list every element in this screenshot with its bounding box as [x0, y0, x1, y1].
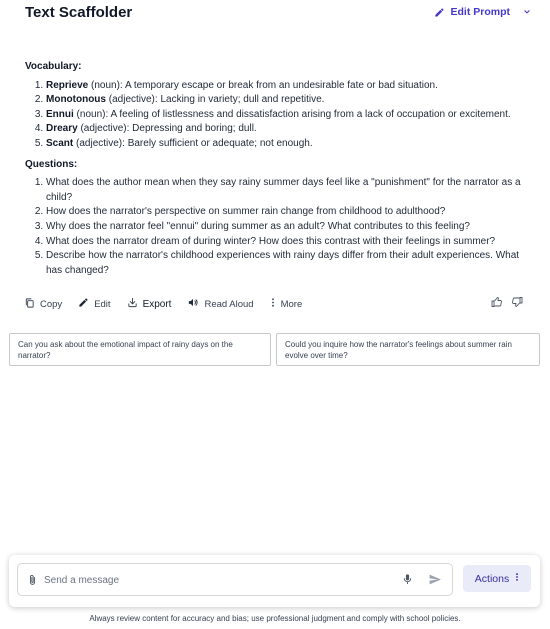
- questions-list: [25, 176, 530, 278]
- list-item: 3. Why does the narrator feel "ennui" during summer as an adult? What contributes to this feeling?: [46, 220, 530, 235]
- edit-prompt-label: Edit Prompt: [450, 6, 510, 18]
- header: [0, 0, 550, 28]
- questions-heading: Questions:: [25, 158, 78, 170]
- page-title: Text Scaffolder: [25, 4, 133, 21]
- list-item: [46, 93, 530, 108]
- thumbs-up-icon[interactable]: [491, 296, 503, 311]
- paperclip-icon[interactable]: [27, 573, 38, 592]
- read-aloud-button[interactable]: [187, 297, 253, 311]
- vocab-term: Ennui: [46, 108, 74, 120]
- actions-label: Actions: [474, 572, 510, 585]
- thumbs-down-icon[interactable]: [511, 296, 523, 311]
- download-icon: [127, 297, 138, 311]
- list-item: 4. What does the narrator dream of during winter? How does this contrast with their feelings in summer?: [46, 235, 530, 250]
- vocab-definition: (noun): A temporary escape or break from an undesirable fate or bad situation.: [88, 79, 438, 91]
- more-button[interactable]: [270, 297, 303, 311]
- feedback-buttons: [491, 296, 523, 311]
- vocab-definition: (noun): A feeling of listlessness and dissatisfaction arising from a lack of occupation or excitement.: [73, 108, 511, 120]
- copy-button[interactable]: [24, 297, 62, 312]
- edit-button[interactable]: [78, 297, 110, 311]
- response-actions: [24, 296, 527, 312]
- list-item: [46, 79, 530, 94]
- vocab-term: Reprieve: [46, 79, 89, 91]
- copy-icon: [24, 297, 35, 312]
- actions-button[interactable]: [463, 565, 531, 592]
- speaker-icon: [187, 297, 199, 311]
- suggestion-chip[interactable]: Could you inquire how the narrator's feelings about summer rain evolve over time?: [276, 333, 540, 366]
- disclaimer-text: Always review content for accuracy and bias; use professional judgment and comply with school policies.: [89, 614, 461, 623]
- more-vertical-icon: [515, 572, 519, 585]
- export-button[interactable]: [127, 297, 172, 311]
- vocab-term: Scant: [46, 137, 74, 149]
- vocabulary-list: [25, 79, 530, 152]
- list-item: [46, 122, 530, 137]
- pencil-icon: [434, 7, 445, 18]
- list-item: [46, 137, 530, 152]
- suggested-prompts: [9, 333, 541, 366]
- message-box: [17, 563, 453, 596]
- more-vertical-icon: [270, 297, 276, 311]
- read-aloud-label: Read Aloud: [204, 298, 254, 310]
- vocab-term: Dreary: [46, 123, 78, 135]
- vocab-definition: (adjective): Depressing and boring; dull.: [77, 123, 257, 135]
- microphone-icon[interactable]: [402, 572, 413, 591]
- list-item: 2. How does the narrator's perspective on summer rain change from childhood to adulthood?: [46, 205, 530, 220]
- export-label: Export: [142, 298, 172, 310]
- message-composer: [9, 555, 540, 607]
- suggestion-chip[interactable]: Can you ask about the emotional impact of rainy days on the narrator?: [9, 333, 271, 366]
- list-item: 1. What does the author mean when they say rainy summer days feel like a "punishment" for the narrator as a child?: [46, 176, 530, 205]
- list-item: 5. Describe how the narrator's childhood experiences with rainy days differ from their adult experiences. What has changed?: [46, 249, 530, 278]
- list-item: [46, 108, 530, 123]
- vocab-definition: (adjective): Lacking in variety; dull and repetitive.: [105, 94, 325, 106]
- pencil-icon: [78, 297, 89, 311]
- response-content: [25, 60, 530, 278]
- vocabulary-heading: Vocabulary:: [25, 61, 82, 72]
- message-input[interactable]: [44, 570, 374, 590]
- edit-label: Edit: [94, 298, 111, 310]
- vocab-term: Monotonous: [46, 94, 106, 106]
- vocab-definition: (adjective): Barely sufficient or adequate; not enough.: [73, 137, 313, 149]
- edit-prompt-button[interactable]: [434, 6, 533, 18]
- copy-label: Copy: [40, 298, 63, 310]
- chevron-down-icon[interactable]: [522, 7, 532, 17]
- send-icon[interactable]: [428, 573, 442, 591]
- more-label: More: [280, 298, 303, 310]
